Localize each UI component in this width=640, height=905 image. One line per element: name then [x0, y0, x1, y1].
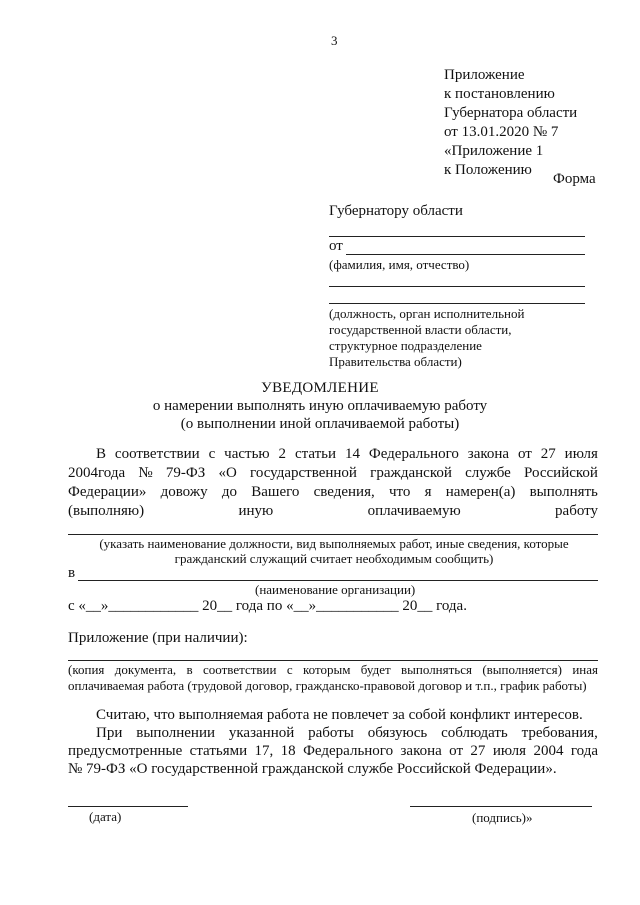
word: (копия [68, 662, 105, 677]
word: Вашего [251, 484, 300, 500]
organization-caption: (наименование организации) [255, 582, 416, 597]
word: предусмотренные [68, 743, 183, 759]
word: статьями [189, 743, 248, 759]
document-title: УВЕДОМЛЕНИЕ [261, 380, 379, 396]
oblige-line-2 [68, 743, 598, 760]
word: В [96, 446, 107, 462]
word: требования, [521, 725, 598, 741]
attachment-label: Приложение (при наличии): [68, 630, 248, 646]
word: намерен(а) [445, 484, 516, 500]
work-caption-2: гражданский служащий считает необходимым сообщить) [174, 551, 494, 566]
position-caption-line-3: структурное подразделение [329, 338, 482, 353]
annex-line-4: от 13.01.2020 № 7 [444, 124, 559, 140]
annex-line-3: Губернатора области [444, 105, 578, 121]
word: службе [465, 465, 511, 481]
period-line: с «__»____________ 20__ года по «__»___________ 20__ года. [68, 598, 467, 614]
work-caption-1: (указать наименование должности, вид выполняемых работ, иные сведения, которые [99, 536, 569, 551]
word: будет [360, 662, 391, 677]
word: Федерального [368, 446, 459, 462]
word: выполнении [136, 725, 215, 741]
copy-caption-2: оплачиваемая работа (трудовой договор, гражданско-правовой договор и т.п., график работы) [68, 678, 587, 693]
attachment-line [68, 660, 598, 661]
word: (выполняется) [482, 662, 562, 677]
word: года [570, 743, 598, 759]
word: государственной [250, 465, 357, 481]
word: иную [238, 503, 274, 519]
word: закона [467, 446, 510, 462]
word: что [388, 484, 411, 500]
para1-line1 [96, 446, 598, 463]
name-caption: (фамилия, имя, отчество) [329, 257, 470, 272]
annex-line-2: к постановлению [444, 86, 555, 102]
word: документа, [114, 662, 177, 677]
word: соблюдать [441, 725, 508, 741]
position-line-2 [329, 303, 585, 304]
para1-line4 [68, 503, 598, 520]
word: 18 [280, 743, 296, 759]
word: с [286, 662, 293, 677]
from-label: от [329, 238, 343, 254]
form-label: Форма [553, 171, 596, 187]
word: «О [218, 465, 237, 481]
word: Российской [524, 465, 598, 481]
word: (выполняю) [68, 503, 145, 519]
position-caption-line-4: Правительства области) [329, 354, 462, 369]
word: сведения, [313, 484, 375, 500]
word: до [221, 484, 238, 500]
word: 17, [254, 743, 274, 759]
word: № [138, 465, 153, 481]
word: июля [564, 446, 598, 462]
organization-line [78, 580, 598, 581]
word: работы [308, 725, 354, 741]
word: июля [492, 743, 527, 759]
word: от [449, 743, 464, 759]
document-subtitle-2: (о выполнении иной оплачиваемой работы) [180, 416, 460, 432]
document-subtitle-1: о намерении выполнять иную оплачиваемую работу [152, 398, 488, 414]
position-caption-line-2: государственной власти области, [329, 322, 512, 337]
word: выполняться [401, 662, 472, 677]
word: 79-ФЗ [165, 465, 206, 481]
word: довожу [160, 484, 208, 500]
oblige-line-1 [96, 725, 598, 742]
word: я [424, 484, 432, 500]
word: закона [400, 743, 442, 759]
position-caption-line-1: (должность, орган исполнительной [329, 306, 525, 321]
word: обязуюсь [367, 725, 428, 741]
para1-line3 [68, 484, 598, 501]
in-label: в [68, 565, 76, 581]
word: статьи [294, 446, 337, 462]
word: иная [572, 662, 598, 677]
word: 27 [540, 446, 556, 462]
word: с [208, 446, 216, 462]
copy-caption-1 [68, 662, 598, 678]
word: Федерального [303, 743, 394, 759]
word: Федерации» [68, 484, 147, 500]
oblige-line-3: № 79-ФЗ «О государственной гражданской службе Российской Федерации». [68, 761, 557, 777]
signature-caption: (подпись)» [472, 810, 533, 825]
annex-line-1: Приложение [444, 67, 525, 83]
word: 27 [470, 743, 486, 759]
word: работу [555, 503, 598, 519]
conflict-statement: Считаю, что выполняемая работа не повлечет за собой конфликт интересов. [96, 707, 583, 723]
word: выполнять [529, 484, 598, 500]
word: 14 [344, 446, 360, 462]
word: указанной [228, 725, 295, 741]
word: 2004 [533, 743, 564, 759]
word: в [186, 662, 193, 677]
word: 2 [278, 446, 287, 462]
signature-line [410, 806, 592, 807]
from-line [346, 254, 585, 255]
word: При [96, 725, 123, 741]
page-number: 3 [331, 33, 338, 48]
work-line [68, 534, 598, 535]
word: которым [302, 662, 351, 677]
addressee-line-1 [329, 236, 585, 237]
word: 2004года [68, 465, 126, 481]
word: соответствии [114, 446, 200, 462]
word: гражданской [370, 465, 452, 481]
position-caption [329, 306, 524, 370]
word: оплачиваемую [367, 503, 461, 519]
para1-line2 [68, 465, 598, 482]
date-caption: (дата) [89, 809, 122, 824]
annex-line-5: «Приложение 1 [444, 143, 544, 159]
date-line [68, 806, 188, 807]
addressee-to: Губернатору области [329, 203, 463, 219]
position-line-1 [329, 286, 585, 287]
word: частью [224, 446, 270, 462]
word: соответствии [203, 662, 277, 677]
annex-block [444, 66, 577, 180]
annex-line-6: к Положению [444, 162, 532, 178]
word: от [518, 446, 532, 462]
